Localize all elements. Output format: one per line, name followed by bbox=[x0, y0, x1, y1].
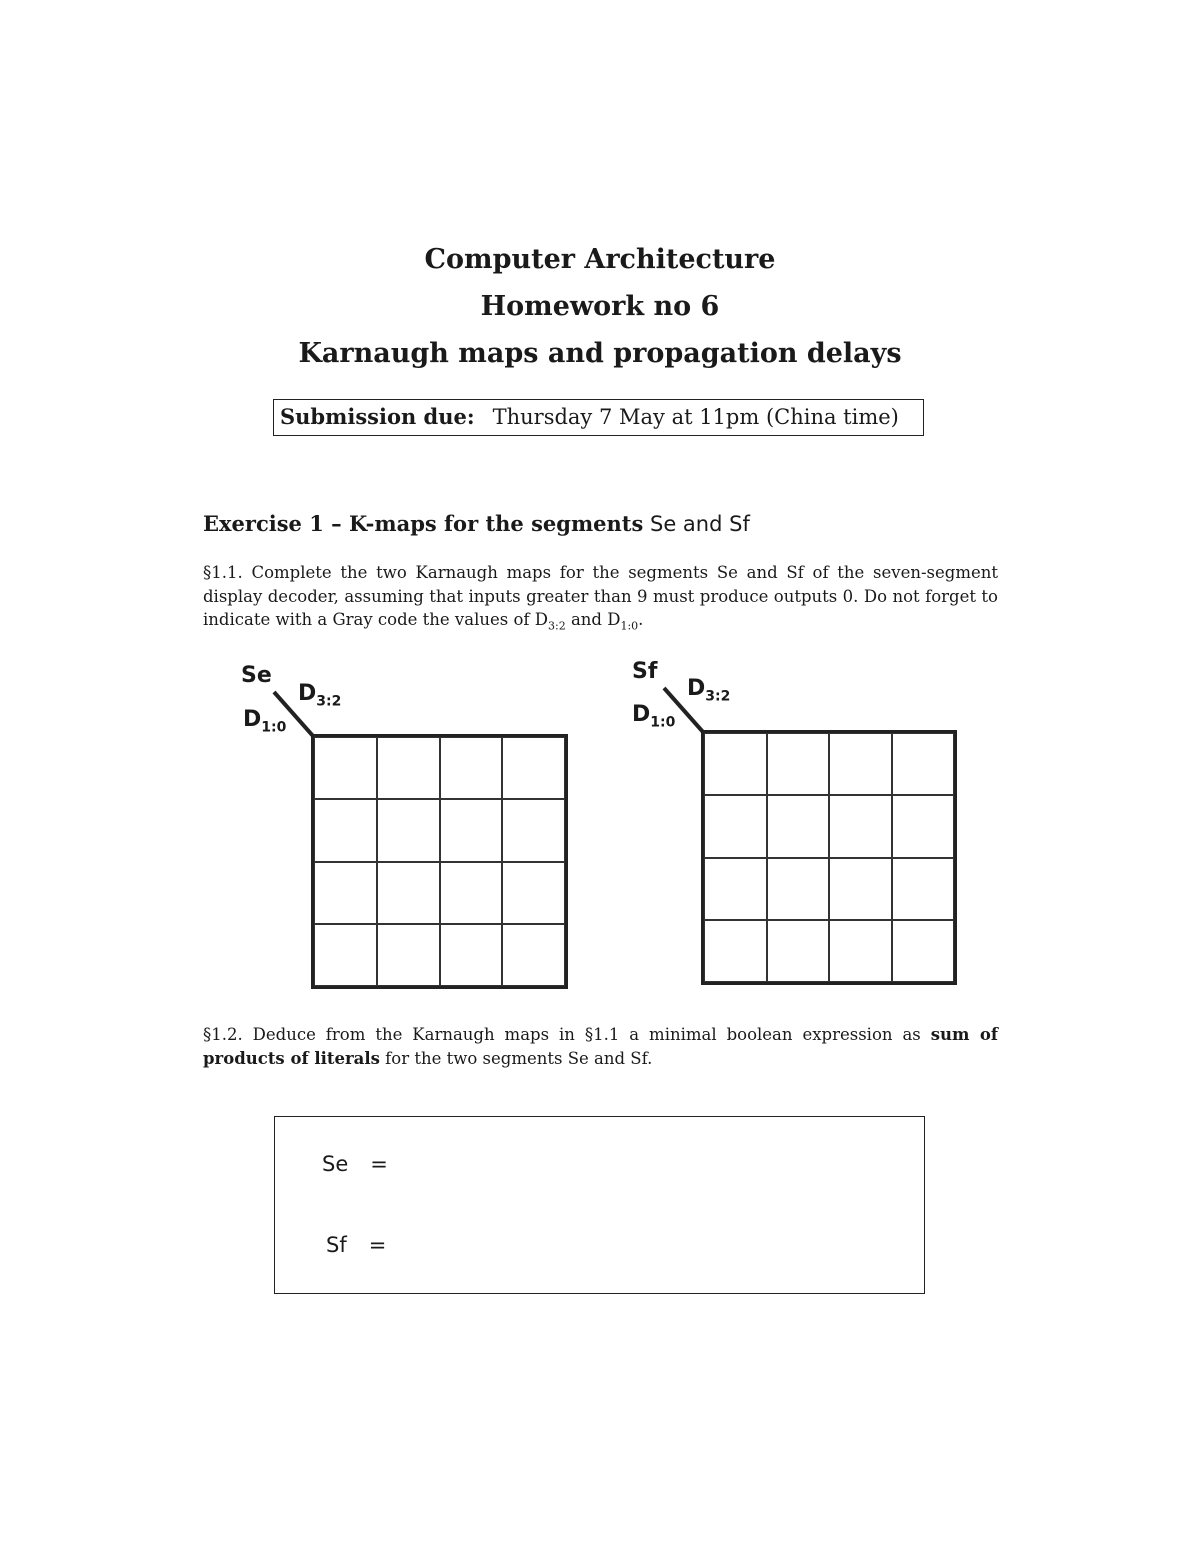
kmap-sf-col-var: $D_{3:2}$ bbox=[687, 676, 731, 705]
kmap-se-grid bbox=[311, 734, 568, 989]
kmap-se-name: Se bbox=[241, 663, 272, 688]
answer-box bbox=[274, 1116, 925, 1294]
kmap-cell[interactable] bbox=[377, 799, 440, 861]
course-title: Computer Architecture bbox=[424, 244, 776, 275]
kmap-se bbox=[230, 660, 570, 990]
kmap-cell[interactable] bbox=[829, 795, 892, 857]
answer-sf-equals: = bbox=[368, 1233, 387, 1257]
kmap-cell[interactable] bbox=[314, 862, 377, 924]
kmap-cell[interactable] bbox=[892, 920, 955, 982]
answer-row-sf[interactable] bbox=[326, 1233, 386, 1257]
question-1-1-sub-b: 1:0 bbox=[620, 619, 639, 633]
question-1-2 bbox=[203, 1023, 998, 1070]
question-1-1-sub-a: 3:2 bbox=[548, 619, 566, 633]
kmap-cell[interactable] bbox=[704, 920, 767, 982]
kmap-cell[interactable] bbox=[767, 858, 830, 920]
exercise-1-heading bbox=[203, 509, 750, 539]
question-1-1-text: §1.1. Complete the two Karnaugh maps for the segments Se and Sf of the seven-segment display decoder, assuming that inputs greater than 9 must produce outputs 0. Do not forget to indicate with a Gray code the values of D bbox=[203, 563, 998, 629]
question-1-2-end: for the two segments Se and Sf. bbox=[379, 1048, 653, 1068]
question-1-1-mid: and D bbox=[565, 610, 621, 629]
homework-number: Homework no 6 bbox=[480, 291, 720, 322]
kmap-cell[interactable] bbox=[704, 733, 767, 795]
submission-due-date: Thursday 7 May at 11pm (China time) bbox=[492, 405, 899, 429]
question-1-1 bbox=[203, 561, 998, 638]
kmap-cell[interactable] bbox=[767, 733, 830, 795]
exercise-1-title-segments: Se and Sf bbox=[643, 512, 750, 536]
kmap-se-col-var: $D_{3:2}$ bbox=[298, 681, 342, 710]
kmap-cell[interactable] bbox=[767, 795, 830, 857]
kmap-cell[interactable] bbox=[829, 920, 892, 982]
kmap-sf-row-var: $D_{1:0}$ bbox=[632, 702, 676, 731]
question-1-2-emphasis: sum of products of literals bbox=[203, 1025, 998, 1068]
kmap-cell[interactable] bbox=[704, 795, 767, 857]
kmap-cell[interactable] bbox=[314, 924, 377, 986]
submission-due-label: Submission due: bbox=[280, 404, 475, 429]
kmap-cell[interactable] bbox=[314, 737, 377, 799]
kmap-sf bbox=[620, 656, 960, 986]
question-1-1-end: . bbox=[638, 610, 644, 629]
answer-sf-label: Sf bbox=[326, 1233, 347, 1257]
kmap-cell[interactable] bbox=[502, 924, 565, 986]
kmap-cell[interactable] bbox=[314, 799, 377, 861]
kmap-cell[interactable] bbox=[767, 920, 830, 982]
kmap-sf-grid bbox=[701, 730, 957, 985]
kmap-cell[interactable] bbox=[829, 858, 892, 920]
kmap-cell[interactable] bbox=[377, 924, 440, 986]
kmap-cell[interactable] bbox=[440, 737, 503, 799]
kmap-cell[interactable] bbox=[502, 799, 565, 861]
homework-topic: Karnaugh maps and propagation delays bbox=[298, 338, 902, 369]
kmap-cell[interactable] bbox=[502, 862, 565, 924]
exercise-1-title: Exercise 1 – K-maps for the segments bbox=[203, 511, 644, 536]
kmap-cell[interactable] bbox=[892, 733, 955, 795]
kmap-cell[interactable] bbox=[377, 737, 440, 799]
kmap-se-row-var: $D_{1:0}$ bbox=[243, 707, 287, 736]
question-1-2-text: §1.2. Deduce from the Karnaugh maps in §1.1 a minimal boolean expression as bbox=[203, 1025, 931, 1044]
kmap-cell[interactable] bbox=[440, 924, 503, 986]
kmap-cell[interactable] bbox=[892, 858, 955, 920]
kmap-cell[interactable] bbox=[892, 795, 955, 857]
answer-row-se[interactable] bbox=[322, 1152, 388, 1176]
kmap-cell[interactable] bbox=[440, 862, 503, 924]
kmap-cell[interactable] bbox=[829, 733, 892, 795]
answer-se-equals: = bbox=[370, 1152, 388, 1176]
answer-se-label: Se bbox=[322, 1152, 349, 1176]
kmap-cell[interactable] bbox=[440, 799, 503, 861]
kmap-sf-name: Sf bbox=[632, 659, 658, 684]
kmap-cell[interactable] bbox=[704, 858, 767, 920]
submission-due-box bbox=[273, 399, 924, 436]
kmap-cell[interactable] bbox=[502, 737, 565, 799]
kmap-cell[interactable] bbox=[377, 862, 440, 924]
